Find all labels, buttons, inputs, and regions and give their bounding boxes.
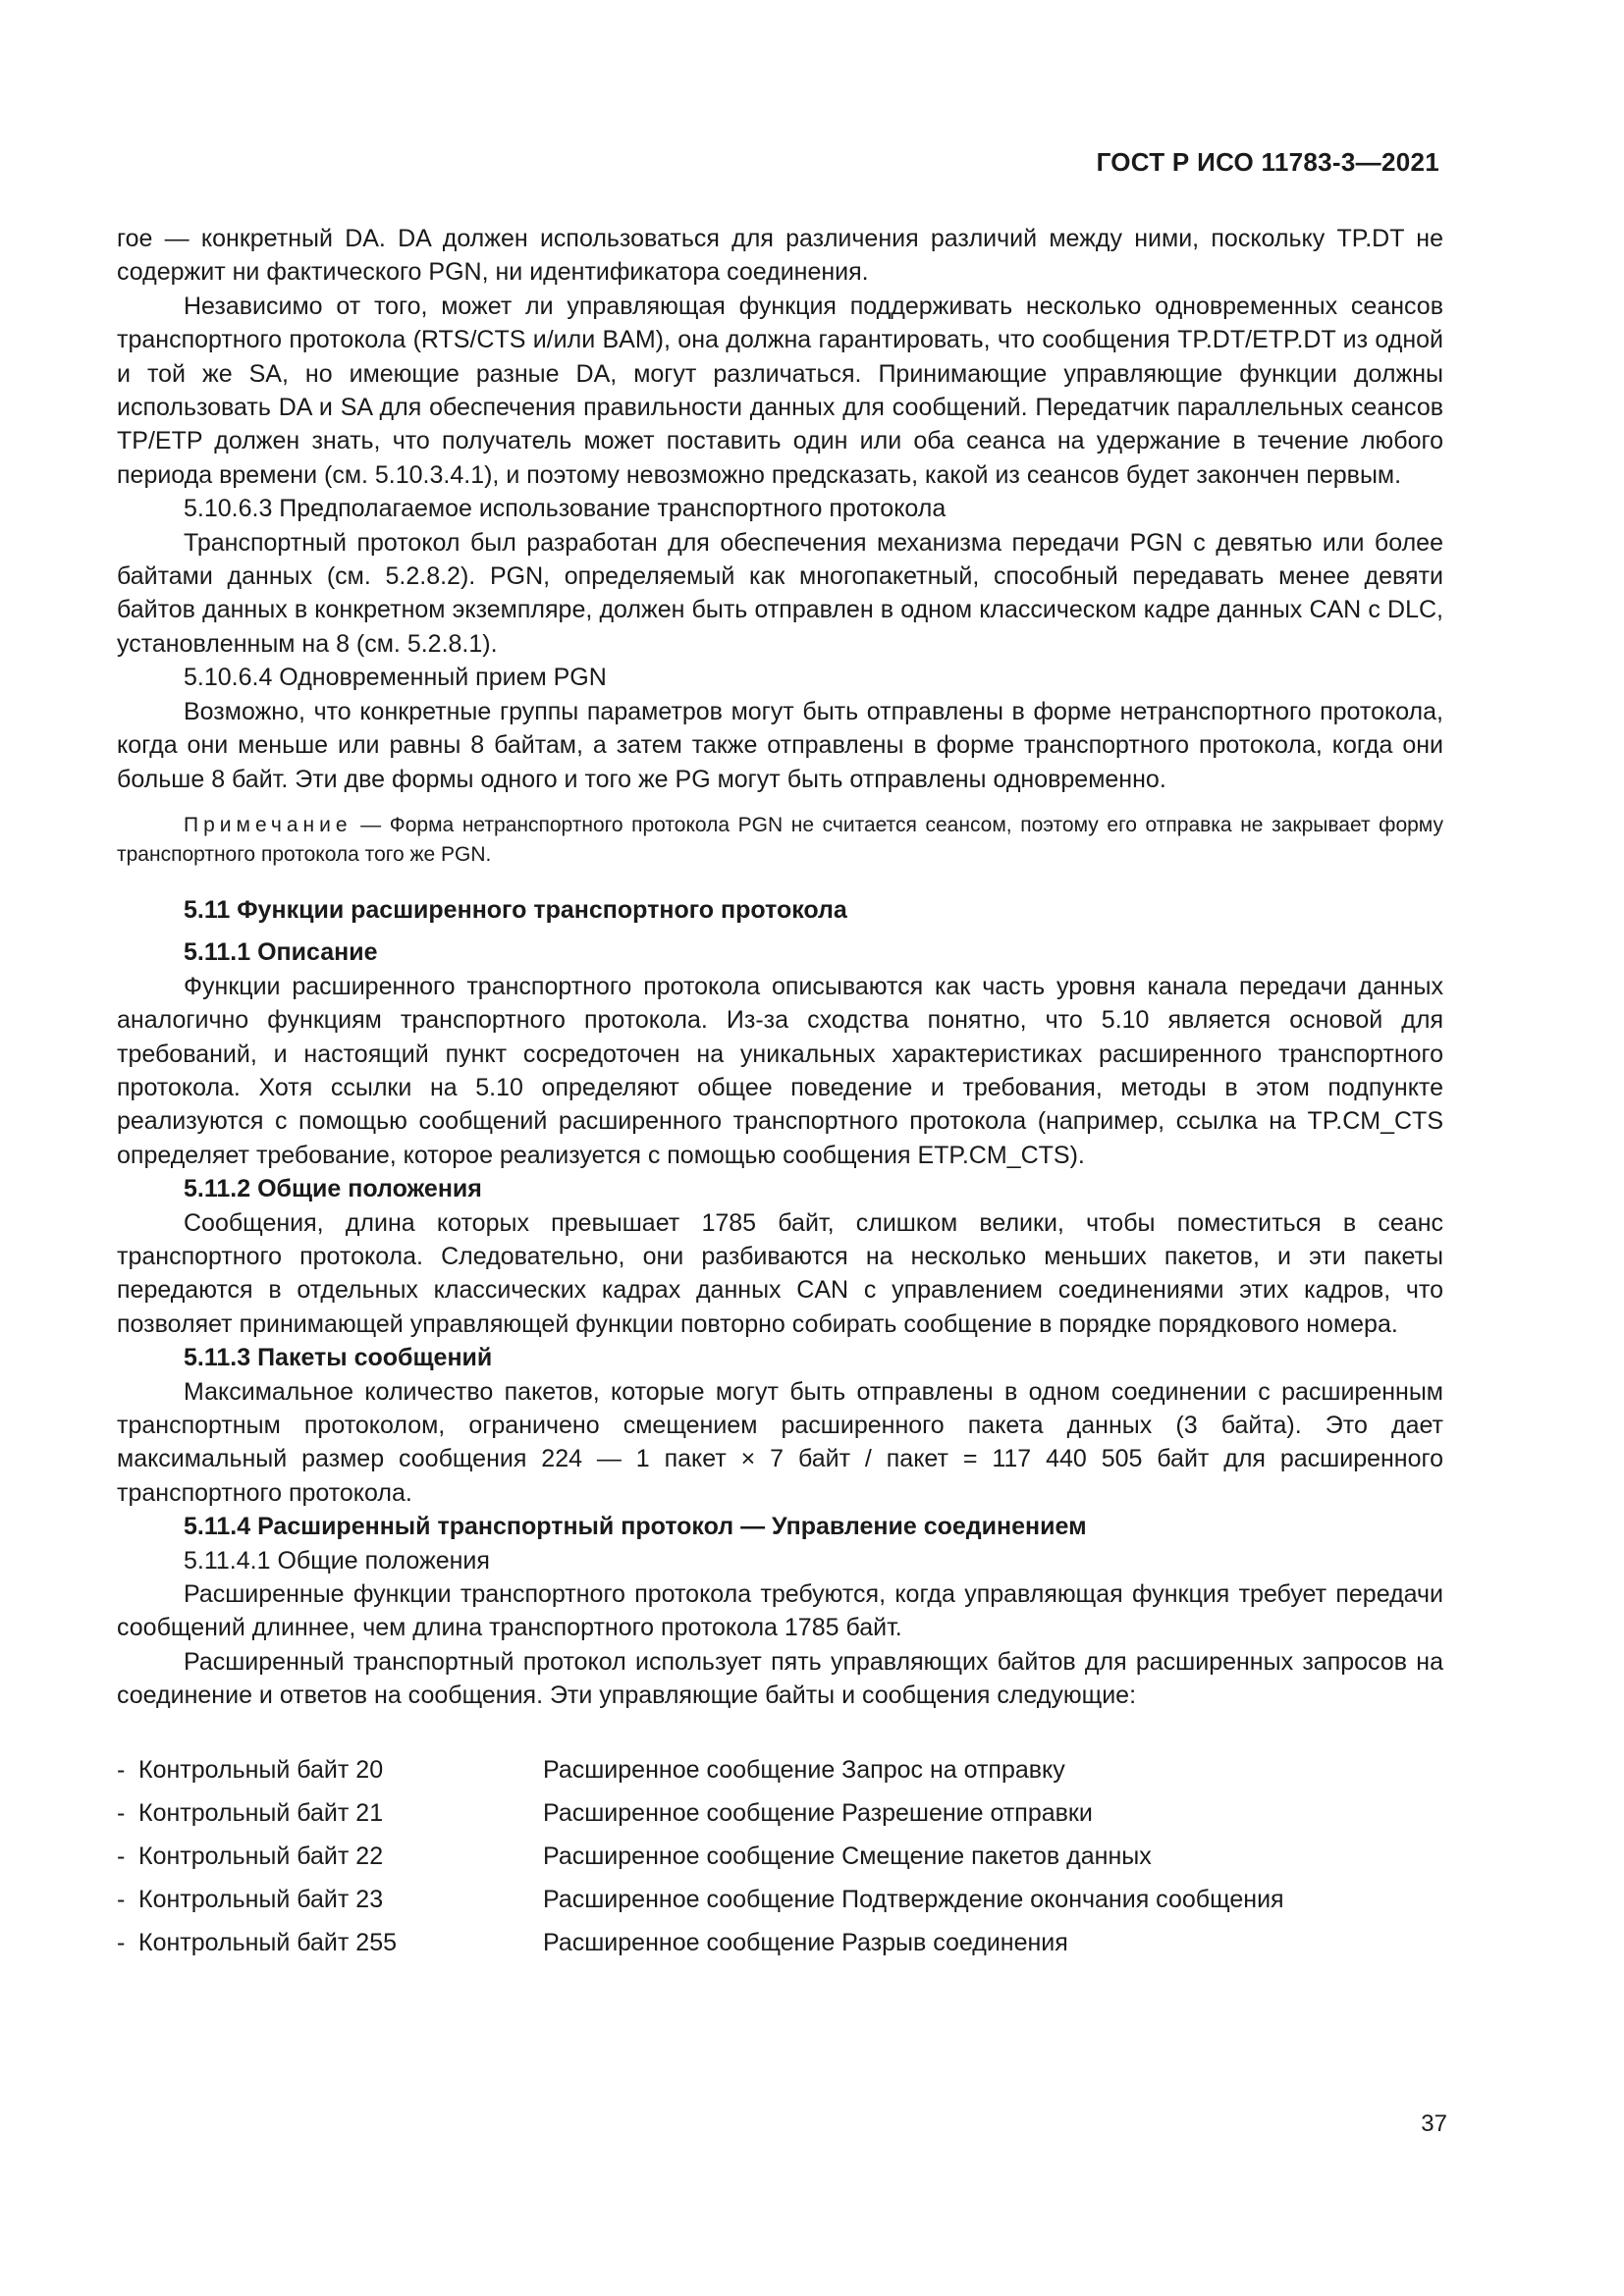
control-byte-name: Контрольный байт 20 (138, 1756, 384, 1785)
page-body (117, 222, 1443, 1965)
control-byte-name: Контрольный байт 23 (138, 1886, 384, 1914)
page-number: 37 (1421, 2110, 1447, 2137)
paragraph: Функции расширенного транспортного протокола описываются как часть уровня канала передачи данных аналогично функциям транспортного протокола. Из-за сходства понятно, что 5.10 является основой для требований, и настоящий пункт сосредоточен на уникальных характеристиках расширенного транспортного протокола. Хотя ссылки на 5.10 определяют общее поведение и требования, методы в этом подпункте реализуются с помощью сообщений расширенного транспортного протокола (например, ссылка на TP.CM_CTS определяет требование, которое реализуется с помощью сообщения ETP.CM_CTS). (117, 972, 1443, 1169)
control-byte-description: Расширенное сообщение Разрыв соединения (543, 1929, 1068, 1957)
list-item (117, 1792, 1443, 1836)
control-byte-name: Контрольный байт 21 (138, 1799, 384, 1828)
note-label: Примечание (184, 813, 352, 836)
subsection-title-5-10-6-4: 5.10.6.4 Одновременный прием PGN (184, 664, 607, 692)
control-byte-description: Расширенное сообщение Запрос на отправку (543, 1756, 1065, 1785)
list-dash: - (117, 1929, 126, 1957)
control-byte-description: Расширенное сообщение Подтверждение окончания сообщения (543, 1886, 1284, 1914)
section-heading-5-11-4: 5.11.4 Расширенный транспортный протокол — Управление соединением (184, 1513, 1087, 1541)
list-item (117, 1749, 1443, 1792)
subsection-title-5-10-6-3: 5.10.6.3 Предполагаемое использование транспортного протокола (184, 495, 947, 523)
subsection-title-5-11-4-1: 5.11.4.1 Общие положения (184, 1546, 490, 1575)
control-byte-name: Контрольный байт 22 (138, 1842, 384, 1871)
paragraph: гое — конкретный DA. DA должен использоваться для различения различий между ними, поскольку TP.DT не содержит ни фактического PGN, ни идентификатора соединения. (117, 225, 1443, 287)
control-byte-description: Расширенное сообщение Разрешение отправки (543, 1799, 1093, 1828)
paragraph: Расширенный транспортный протокол использует пять управляющих байтов для расширенных запросов на соединение и ответов на сообщения. Эти управляющие байты и сообщения следующие: (117, 1647, 1443, 1710)
control-bytes-list (117, 1749, 1443, 1965)
list-dash: - (117, 1886, 126, 1914)
paragraph: Независимо от того, может ли управляющая функция поддерживать несколько одновременных сеансов транспортного протокола (RTS/CTS и/или BAM), она должна гарантировать, что сообщения TP.DT/ETP.DT из одной и той же SA, но имеющие разные DA, могут различаться. Принимающие управляющие функции должны использовать DA и SA для обеспечения правильности данных для сообщений. Передатчик параллельных сеансов TP/ETP должен знать, что получатель может поставить один или оба сеанса на удержание в течение любого периода времени (см. 5.10.3.4.1), и поэтому невозможно предсказать, какой из сеансов будет закончен первым. (117, 292, 1443, 489)
note-text: — Форма нетранспортного протокола PGN не считается сеансом, поэтому его отправка не закрывает форму транспортного протокола того же PGN. (117, 813, 1443, 866)
section-heading-5-11: 5.11 Функции расширенного транспортного протокола (184, 895, 847, 924)
section-heading-5-11-3: 5.11.3 Пакеты сообщений (184, 1344, 493, 1372)
control-byte-name: Контрольный байт 255 (138, 1929, 398, 1957)
paragraph: Сообщения, длина которых превышает 1785 байт, слишком велики, чтобы поместиться в сеанс транспортного протокола. Следовательно, они разбиваются на несколько меньших пакетов, и эти пакеты передаются в отдельных классических кадрах данных CAN с управлением соединениями этих кадров, что позволяет принимающей управляющей функции повторно собирать сообщение в порядке порядкового номера. (117, 1208, 1443, 1338)
paragraph: Транспортный протокол был разработан для обеспечения механизма передачи PGN с девятью или более байтами данных (см. 5.2.8.2). PGN, определяемый как многопакетный, способный передавать менее девяти байтов данных в конкретном экземпляре, должен быть отправлен в одном классическом кадре данных CAN с DLC, установленным на 8 (см. 5.2.8.1). (117, 528, 1443, 658)
paragraph: Расширенные функции транспортного протокола требуются, когда управляющая функция требует передачи сообщений длиннее, чем длина транспортного протокола 1785 байт. (117, 1580, 1443, 1642)
section-heading-5-11-2: 5.11.2 Общие положения (184, 1175, 482, 1203)
control-byte-description: Расширенное сообщение Смещение пакетов данных (543, 1842, 1152, 1871)
paragraph: Возможно, что конкретные группы параметров могут быть отправлены в форме нетранспортного протокола, когда они меньше или равны 8 байтам, а затем также отправлены в форме транспортного протокола, когда они больше 8 байт. Эти две формы одного и того же PG могут быть отправлены одновременно. (117, 697, 1443, 793)
note (117, 811, 1443, 870)
document-header: ГОСТ Р ИСО 11783-3—2021 (1096, 147, 1439, 177)
list-item (117, 1836, 1443, 1879)
section-heading-5-11-1: 5.11.1 Описание (184, 938, 378, 967)
paragraph: Максимальное количество пакетов, которые могут быть отправлены в одном соединении с расширенным транспортным протоколом, ограничено смещением расширенного пакета данных (3 байта). Это дает максимальный размер сообщения 224 — 1 пакет × 7 байт / пакет = 117 440 505 байт для расширенного транспортного протокола. (117, 1377, 1443, 1507)
list-dash: - (117, 1799, 126, 1828)
list-dash: - (117, 1842, 126, 1871)
list-dash: - (117, 1756, 126, 1785)
list-item (117, 1879, 1443, 1922)
list-item (117, 1922, 1443, 1965)
